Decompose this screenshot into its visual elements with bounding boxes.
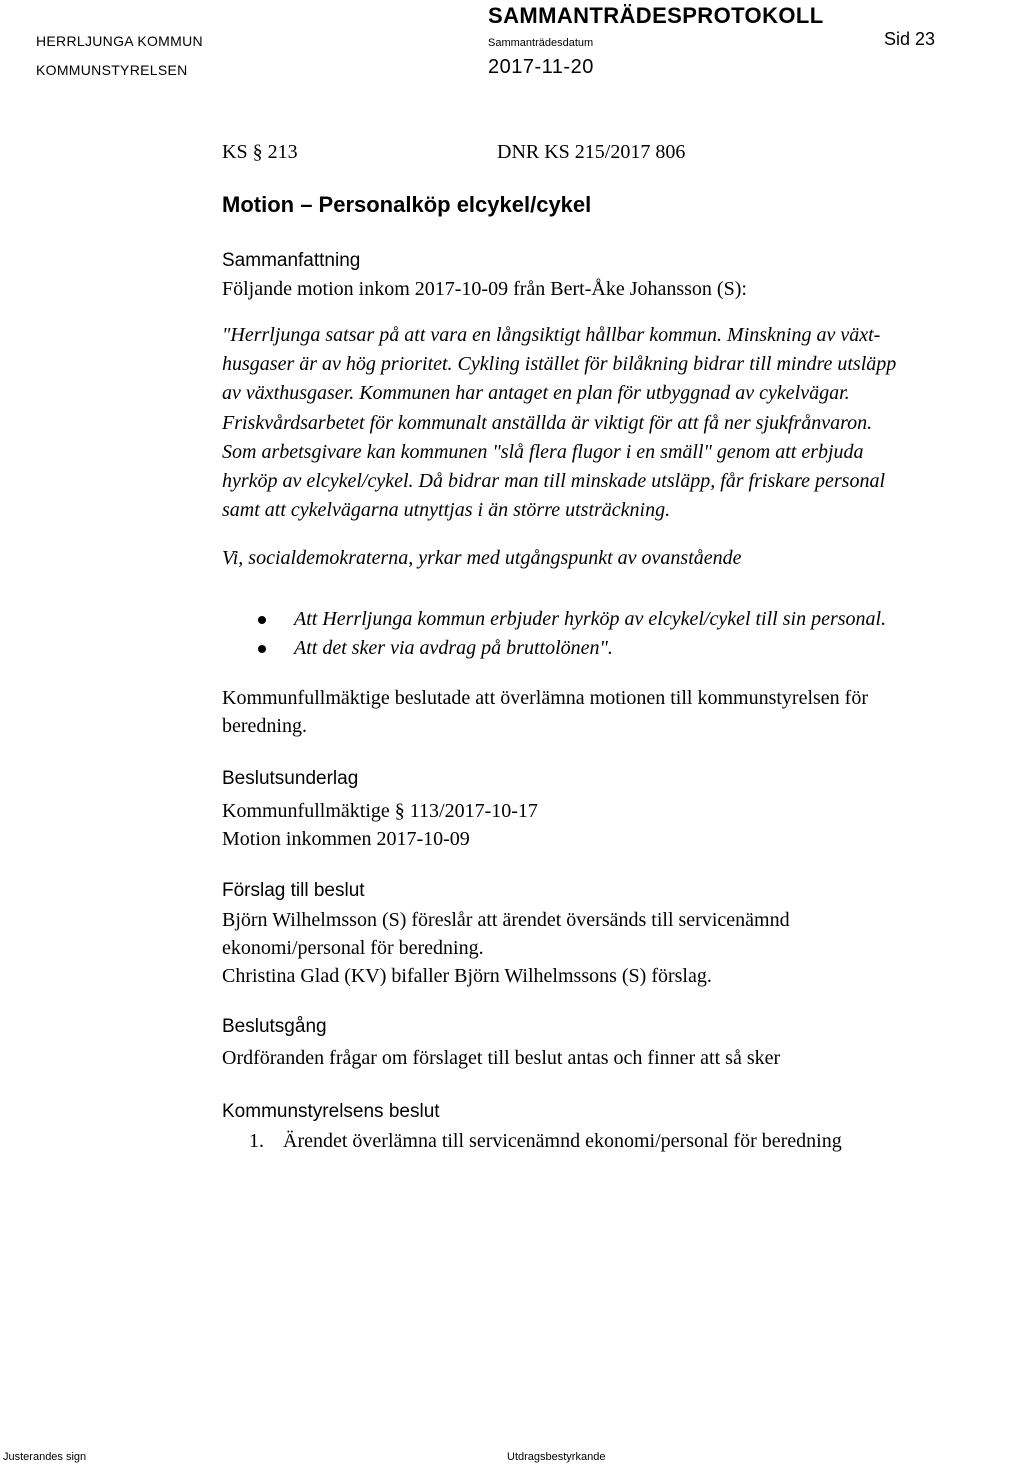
text-line: beredning. [222, 715, 307, 737]
quote-line: samt att cykelvägarna utnyttjas i än större utsträckning. [222, 499, 671, 522]
case-title: Motion – Personalköp elcykel/cykel [222, 192, 592, 217]
resolution-item [249, 1127, 842, 1155]
list-item [258, 605, 886, 634]
summary-intro: Följande motion inkom 2017-10-09 från Bert-Åke Johansson (S): [222, 278, 747, 300]
quote-line: hyrköp av elcykel/cykel. Då bidrar man till minskade utsläpp, får friskare personal [222, 470, 886, 493]
list-item [258, 634, 886, 663]
meeting-date-label: Sammanträdesdatum [488, 37, 594, 49]
meeting-date: 2017-11-20 [488, 56, 594, 78]
proposal-line: Björn Wilhelmsson (S) föreslår att ärendet översänds till servicenämnd [222, 909, 790, 931]
bullet-icon [258, 645, 266, 653]
resolution-item-text: Ärendet överlämna till servicenämnd ekonomi/personal för beredning [283, 1130, 842, 1152]
text-line: Kommunfullmäktige beslutade att överlämna motionen till kommunstyrelsen för [222, 687, 868, 709]
procedure-text: Ordföranden frågar om förslaget till beslut antas och finner att så sker [222, 1047, 781, 1069]
quote-line: av växthusgaser. Kommunen har antaget en plan för utbyggnad av cykelvägar. [222, 382, 850, 405]
council-decision-text [222, 684, 1012, 740]
bullet-icon [258, 616, 266, 624]
page-number: Sid 23 [884, 29, 936, 49]
list-item-text: Att det sker via avdrag på bruttolönen". [294, 637, 613, 659]
case-dnr: DNR KS 215/2017 806 [497, 141, 686, 163]
proposal-intro: Vi, socialdemokraterna, yrkar med utgångspunkt av ovanstående [222, 547, 742, 569]
basis-line: Kommunfullmäktige § 113/2017-10-17 [222, 800, 538, 822]
department-name: KOMMUNSTYRELSEN [36, 62, 188, 78]
proposal-heading: Förslag till beslut [222, 880, 365, 901]
demand-list [258, 605, 886, 663]
proposal-line: ekonomi/personal för beredning. [222, 937, 484, 959]
quote-line: Friskvårdsarbetet för kommunalt anställda är viktigt för att få ner sjukfrånvaron. [222, 411, 873, 434]
motion-quote [222, 321, 1022, 525]
procedure-heading: Beslutsgång [222, 1016, 327, 1037]
basis-list [222, 797, 1012, 853]
organization-name: HERRLJUNGA KOMMUN [36, 33, 203, 49]
case-number: KS § 213 [222, 141, 298, 163]
basis-line: Motion inkommen 2017-10-09 [222, 828, 470, 850]
basis-heading: Beslutsunderlag [222, 768, 359, 789]
quote-line: Som arbetsgivare kan kommunen "slå flera flugor i en smäll" genom att erbjuda [222, 440, 864, 463]
resolution-heading: Kommunstyrelsens beslut [222, 1101, 440, 1122]
summary-heading: Sammanfattning [222, 250, 361, 271]
proposal-text [222, 906, 1012, 990]
quote-line: "Herrljunga satsar på att vara en långsiktigt hållbar kommun. Minskning av växt- [222, 324, 881, 346]
proposal-line: Christina Glad (KV) bifaller Björn Wilhelmssons (S) förslag. [222, 965, 712, 987]
list-item-text: Att Herrljunga kommun erbjuder hyrköp av elcykel/cykel till sin personal. [294, 608, 887, 630]
certification-label: Utdragsbestyrkande [507, 1451, 606, 1463]
initials-label: Justerandes sign [3, 1451, 87, 1463]
quote-line: husgaser är av hög prioritet. Cykling istället för bilåkning bidrar till mindre utsläpp [222, 353, 897, 376]
resolution-item-number: 1. [249, 1130, 264, 1152]
document-title: SAMMANTRÄDESPROTOKOLL [488, 3, 824, 28]
